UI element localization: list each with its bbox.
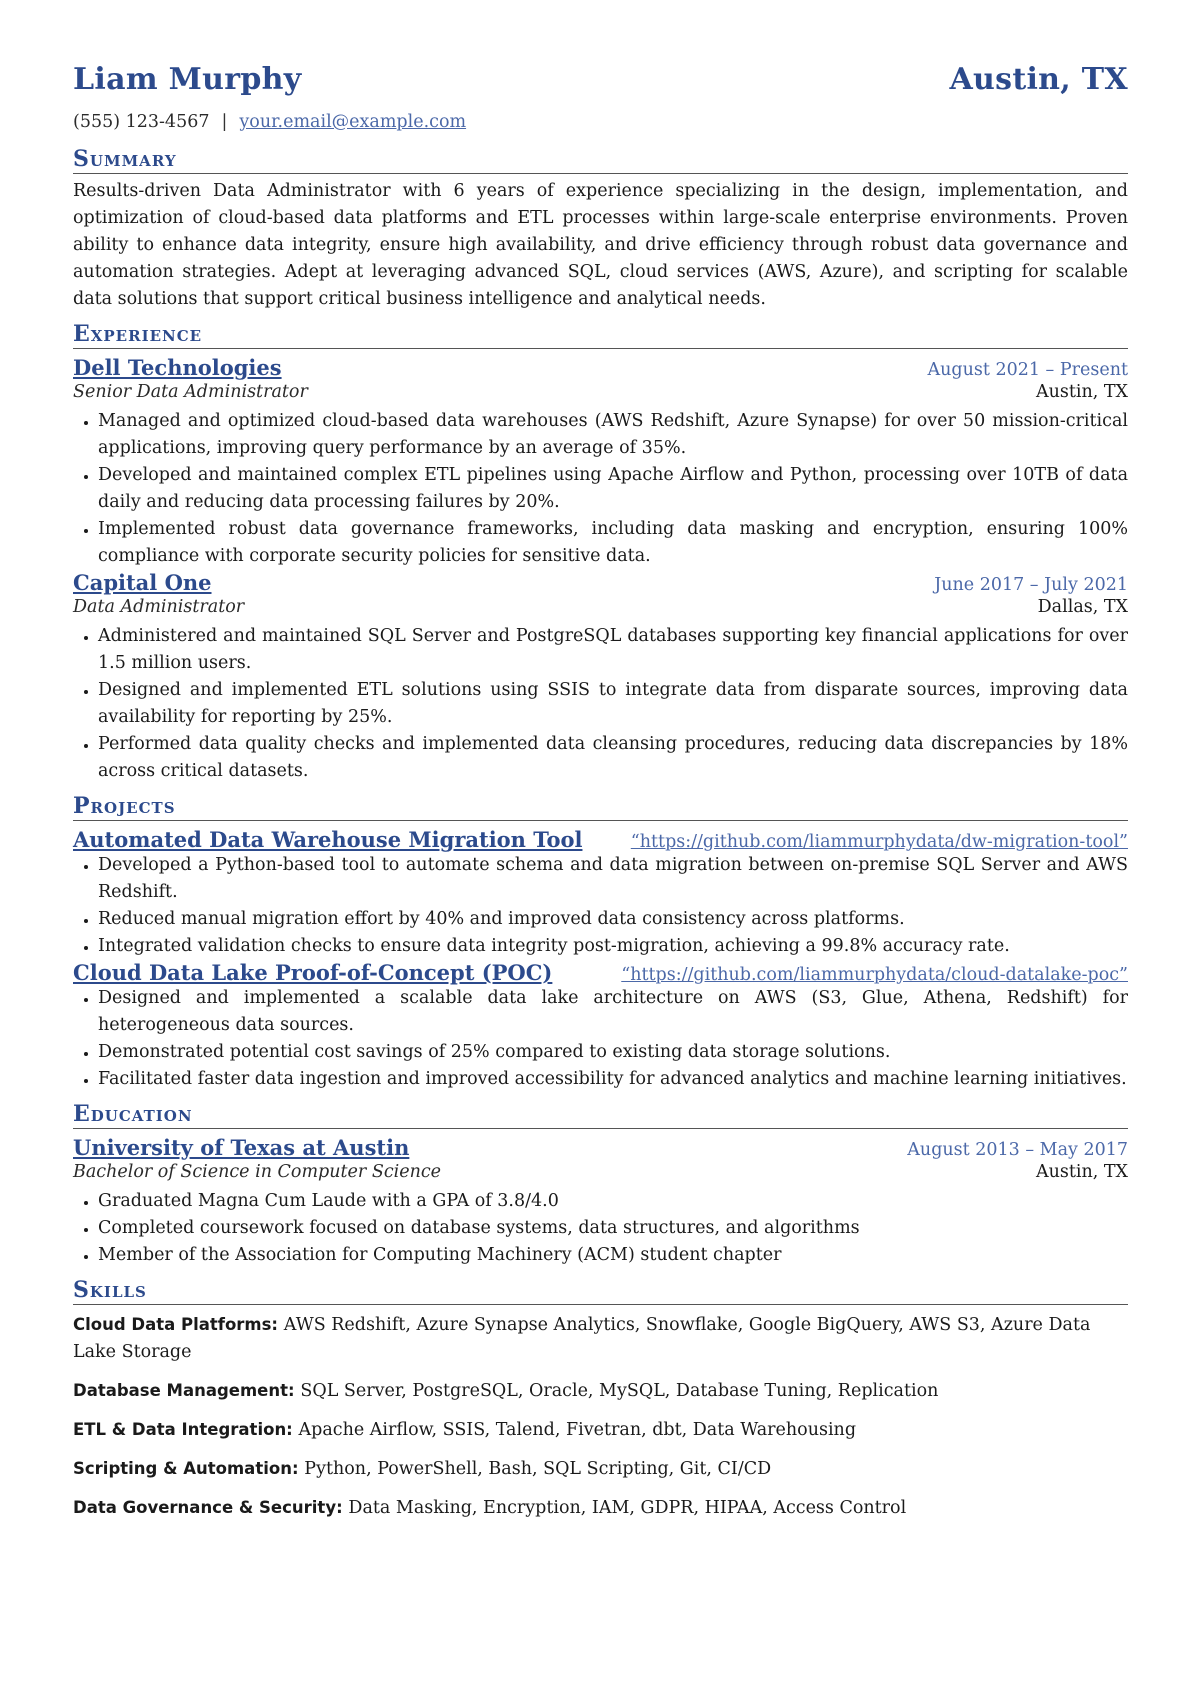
skill-row xyxy=(73,1494,1128,1522)
education-dates: August 2013 – May 2017 xyxy=(907,1140,1128,1160)
education-header xyxy=(73,1135,1128,1160)
project-repo-link[interactable]: “https://github.com/liammurphydata/dw-migration-tool” xyxy=(630,832,1128,852)
skill-row xyxy=(73,1455,1128,1483)
candidate-name: Liam Murphy xyxy=(73,62,302,97)
list-item: • Reduced manual migration effort by 40% and improved data consistency across platforms. xyxy=(98,906,1128,933)
job-subheader xyxy=(73,382,1128,402)
resume-header xyxy=(73,62,1128,106)
contact-separator: | xyxy=(221,112,228,132)
list-item: • Completed coursework focused on database systems, data structures, and algorithms xyxy=(98,1215,1128,1242)
company-link[interactable]: Dell Technologies xyxy=(73,355,282,380)
job-entry xyxy=(73,355,1128,570)
phone-number: (555) 123-4567 xyxy=(73,112,210,132)
list-item: • Developed and maintained complex ETL pipelines using Apache Airflow and Python, processing over 10TB of data daily and reducing data processing failures by 20%. xyxy=(98,462,1128,516)
project-repo-link[interactable]: “https://github.com/liammurphydata/cloud-datalake-poc” xyxy=(621,965,1128,985)
skill-values: Data Masking, Encryption, IAM, GDPR, HIPAA, Access Control xyxy=(348,1498,907,1518)
skill-row xyxy=(73,1416,1128,1444)
education-entry xyxy=(73,1135,1128,1269)
project-header xyxy=(73,827,1128,852)
list-item: • Developed a Python-based tool to automate schema and data migration between on-premise SQL Server and AWS Redshift. xyxy=(98,852,1128,906)
skill-values: Python, PowerShell, Bash, SQL Scripting, Git, CI/CD xyxy=(304,1459,772,1479)
skill-category: Cloud Data Platforms: xyxy=(73,1315,284,1334)
skills-heading: Skills xyxy=(73,1277,1128,1305)
skill-category: Data Governance & Security: xyxy=(73,1498,349,1517)
job-bullets xyxy=(73,623,1128,785)
job-location: Austin, TX xyxy=(1035,382,1128,402)
skill-row xyxy=(73,1311,1128,1366)
email-link[interactable]: your.email@example.com xyxy=(239,112,467,132)
company-link[interactable]: Capital One xyxy=(73,570,212,595)
skill-row xyxy=(73,1377,1128,1405)
job-dates: August 2021 – Present xyxy=(927,360,1128,380)
skill-values: AWS Redshift, Azure Synapse Analytics, Snowflake, Google BigQuery, AWS S3, Azure Data Lake Storage xyxy=(73,1315,1091,1362)
summary-heading: Summary xyxy=(73,146,1128,174)
list-item: • Implemented robust data governance frameworks, including data masking and encryption, ensuring 100% compliance with corporate security policies for sensitive data. xyxy=(98,516,1128,570)
job-title: Senior Data Administrator xyxy=(73,382,308,402)
project-title-link[interactable]: Cloud Data Lake Proof-of-Concept (POC) xyxy=(73,960,553,985)
list-item: • Administered and maintained SQL Server and PostgreSQL databases supporting key financial applications for over 1.5 million users. xyxy=(98,623,1128,677)
skills-list xyxy=(73,1311,1128,1522)
skill-category: Scripting & Automation: xyxy=(73,1459,305,1478)
education-heading: Education xyxy=(73,1101,1128,1129)
school-link[interactable]: University of Texas at Austin xyxy=(73,1135,410,1160)
list-item: • Graduated Magna Cum Laude with a GPA of 3.8/4.0 xyxy=(98,1188,1128,1215)
resume-content xyxy=(73,62,1128,1533)
job-dates: June 2017 – July 2021 xyxy=(934,575,1128,595)
job-bullets xyxy=(73,408,1128,570)
project-bullets xyxy=(73,852,1128,960)
project-bullets xyxy=(73,985,1128,1093)
project-title-link[interactable]: Automated Data Warehouse Migration Tool xyxy=(73,827,583,852)
experience-heading: Experience xyxy=(73,321,1128,349)
contact-line xyxy=(73,112,1128,132)
project-entry xyxy=(73,827,1128,960)
skill-category: ETL & Data Integration: xyxy=(73,1420,299,1439)
education-subheader xyxy=(73,1162,1128,1182)
list-item: • Designed and implemented a scalable data lake architecture on AWS (S3, Glue, Athena, Redshift) for heterogeneous data sources. xyxy=(98,985,1128,1039)
project-entry xyxy=(73,960,1128,1093)
list-item: • Performed data quality checks and implemented data cleansing procedures, reducing data discrepancies by 18% across critical datasets. xyxy=(98,731,1128,785)
list-item: • Facilitated faster data ingestion and improved accessibility for advanced analytics and machine learning initiatives. xyxy=(98,1066,1128,1093)
job-entry xyxy=(73,570,1128,785)
skill-values: Apache Airflow, SSIS, Talend, Fivetran, dbt, Data Warehousing xyxy=(298,1420,857,1440)
list-item: • Designed and implemented ETL solutions using SSIS to integrate data from disparate sources, improving data availability for reporting by 25%. xyxy=(98,677,1128,731)
project-header xyxy=(73,960,1128,985)
list-item: • Demonstrated potential cost savings of 25% compared to existing data storage solutions. xyxy=(98,1039,1128,1066)
job-location: Dallas, TX xyxy=(1037,597,1128,617)
job-header xyxy=(73,570,1128,595)
degree: Bachelor of Science in Computer Science xyxy=(73,1162,442,1182)
candidate-location: Austin, TX xyxy=(949,62,1128,97)
job-header xyxy=(73,355,1128,380)
list-item: • Member of the Association for Computing Machinery (ACM) student chapter xyxy=(98,1242,1128,1269)
skill-values: SQL Server, PostgreSQL, Oracle, MySQL, Database Tuning, Replication xyxy=(300,1381,939,1401)
education-bullets xyxy=(73,1188,1128,1269)
list-item: • Managed and optimized cloud-based data warehouses (AWS Redshift, Azure Synapse) for over 50 mission-critical applications, improving query performance by an average of 35%. xyxy=(98,408,1128,462)
list-item: • Integrated validation checks to ensure data integrity post-migration, achieving a 99.8% accuracy rate. xyxy=(98,933,1128,960)
summary-text: Results-driven Data Administrator with 6 years of experience specializing in the design, implementation, and optimization of cloud-based data platforms and ETL processes within large-scale enterprise environments. Proven ability to enhance data integrity, ensure high availability, and drive efficiency through robust data governance and automation strategies. Adept at leveraging advanced SQL, cloud services (AWS, Azure), and scripting for scalable data solutions that support critical business intelligence and analytical needs. xyxy=(73,181,1128,309)
job-title: Data Administrator xyxy=(73,597,245,617)
skill-category: Database Management: xyxy=(73,1381,301,1400)
projects-heading: Projects xyxy=(73,793,1128,821)
job-subheader xyxy=(73,597,1128,617)
education-location: Austin, TX xyxy=(1035,1162,1128,1182)
